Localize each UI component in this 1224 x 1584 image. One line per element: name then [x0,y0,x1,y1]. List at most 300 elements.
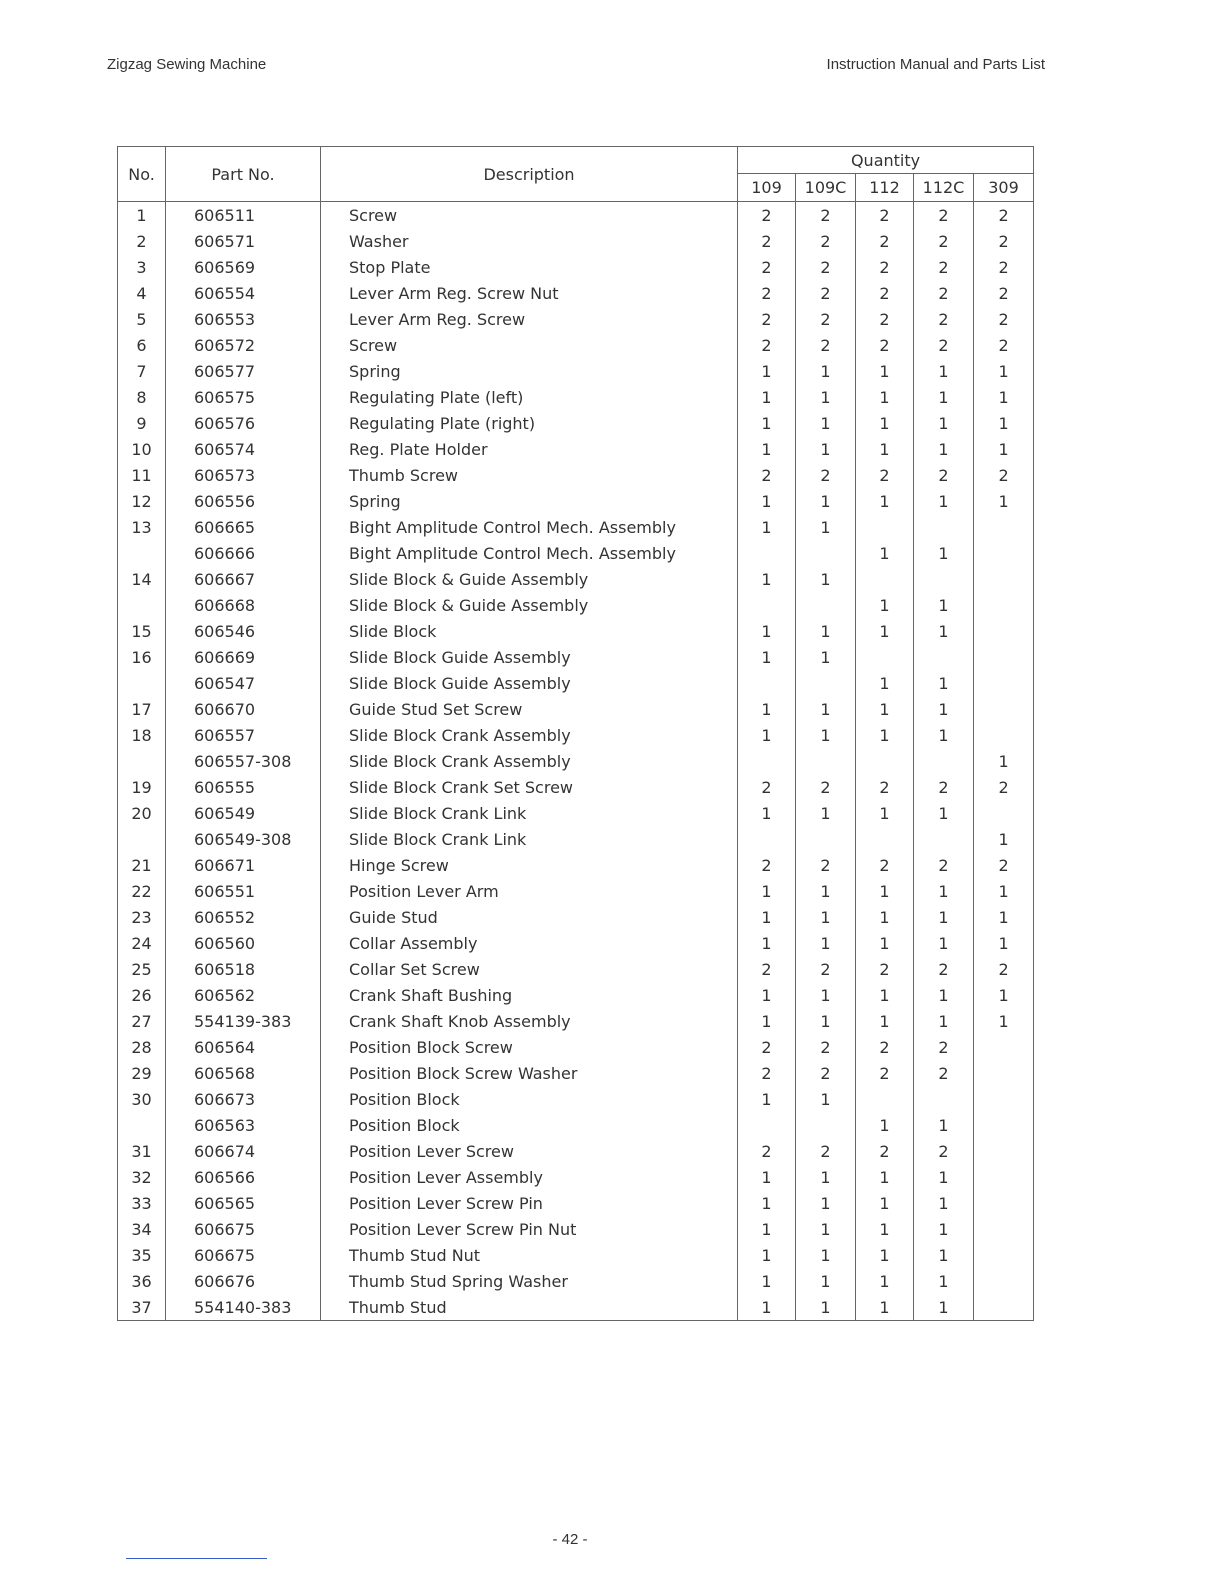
quantity-cell: 2 [856,462,914,488]
row-number: 24 [118,930,166,956]
quantity-cell: 1 [974,748,1034,774]
col-header-part-no: Part No. [166,147,321,202]
part-number: 606565 [166,1190,321,1216]
row-number: 11 [118,462,166,488]
part-description: Crank Shaft Bushing [321,982,738,1008]
quantity-cell [914,1086,974,1112]
part-description: Slide Block Crank Link [321,826,738,852]
quantity-cell: 2 [974,852,1034,878]
quantity-cell: 2 [914,228,974,254]
quantity-cell: 1 [796,644,856,670]
quantity-cell: 1 [914,488,974,514]
quantity-cell: 1 [796,1008,856,1034]
row-number: 5 [118,306,166,332]
quantity-cell: 1 [796,904,856,930]
row-number: 20 [118,800,166,826]
quantity-cell: 2 [856,228,914,254]
part-number: 606575 [166,384,321,410]
quantity-cell: 1 [914,1112,974,1138]
quantity-cell [914,644,974,670]
quantity-cell: 2 [796,1034,856,1060]
quantity-cell [796,826,856,852]
row-number: 22 [118,878,166,904]
quantity-cell: 1 [914,436,974,462]
quantity-cell: 1 [856,670,914,696]
row-number: 17 [118,696,166,722]
quantity-cell: 2 [856,202,914,229]
quantity-cell [856,826,914,852]
quantity-cell: 2 [914,774,974,800]
quantity-cell: 2 [796,254,856,280]
quantity-cell: 2 [796,332,856,358]
quantity-cell: 2 [856,774,914,800]
quantity-cell: 2 [974,280,1034,306]
quantity-cell: 1 [796,878,856,904]
table-row [118,1112,1034,1138]
quantity-cell: 1 [856,436,914,462]
quantity-cell: 1 [738,384,796,410]
quantity-cell [974,1086,1034,1112]
quantity-cell: 2 [796,774,856,800]
header-left-title: Zigzag Sewing Machine [107,56,267,73]
quantity-cell: 1 [856,1216,914,1242]
quantity-cell: 1 [974,436,1034,462]
part-description: Position Block Screw Washer [321,1060,738,1086]
part-description: Slide Block Guide Assembly [321,670,738,696]
row-number [118,670,166,696]
col-header-quantity: Quantity [738,147,1034,174]
part-number: 606668 [166,592,321,618]
footer-divider [126,1558,267,1559]
quantity-cell: 1 [856,722,914,748]
part-number: 606554 [166,280,321,306]
col-header-model: 112C [914,174,974,202]
part-number: 606557-308 [166,748,321,774]
part-number: 606571 [166,228,321,254]
row-number: 2 [118,228,166,254]
quantity-cell: 1 [738,644,796,670]
part-description: Position Lever Screw Pin Nut [321,1216,738,1242]
part-number: 606546 [166,618,321,644]
part-description: Position Block [321,1112,738,1138]
quantity-cell: 2 [796,1138,856,1164]
part-description: Lever Arm Reg. Screw [321,306,738,332]
quantity-cell: 1 [914,540,974,566]
row-number: 34 [118,1216,166,1242]
table-row [118,592,1034,618]
quantity-cell: 2 [738,1060,796,1086]
row-number: 32 [118,1164,166,1190]
quantity-cell: 2 [738,852,796,878]
part-number: 606573 [166,462,321,488]
part-number: 606576 [166,410,321,436]
part-description: Slide Block Crank Assembly [321,748,738,774]
part-number: 606675 [166,1242,321,1268]
part-number: 554139-383 [166,1008,321,1034]
part-description: Slide Block Guide Assembly [321,644,738,670]
quantity-cell: 1 [914,670,974,696]
quantity-cell: 1 [974,488,1034,514]
quantity-cell: 1 [738,800,796,826]
table-row [118,852,1034,878]
quantity-cell: 2 [974,202,1034,229]
quantity-cell: 1 [796,722,856,748]
col-header-no: No. [118,147,166,202]
row-number: 26 [118,982,166,1008]
part-number: 606669 [166,644,321,670]
quantity-cell: 1 [856,878,914,904]
part-description: Position Lever Screw [321,1138,738,1164]
table-row [118,202,1034,229]
part-description: Hinge Screw [321,852,738,878]
part-description: Slide Block Crank Set Screw [321,774,738,800]
quantity-cell: 2 [738,202,796,229]
quantity-cell: 1 [796,800,856,826]
quantity-cell: 2 [856,1138,914,1164]
part-description: Slide Block [321,618,738,644]
quantity-cell: 2 [914,280,974,306]
part-number: 606566 [166,1164,321,1190]
col-header-model: 109C [796,174,856,202]
quantity-cell: 2 [738,306,796,332]
quantity-cell: 1 [914,1268,974,1294]
quantity-cell: 1 [738,514,796,540]
part-description: Reg. Plate Holder [321,436,738,462]
part-description: Position Lever Assembly [321,1164,738,1190]
table-row [118,462,1034,488]
table-row [118,410,1034,436]
quantity-cell: 1 [856,904,914,930]
row-number: 37 [118,1294,166,1321]
part-number: 606555 [166,774,321,800]
quantity-cell: 2 [738,228,796,254]
table-row [118,696,1034,722]
quantity-cell: 1 [856,410,914,436]
part-number: 606675 [166,1216,321,1242]
quantity-cell: 2 [856,852,914,878]
quantity-cell: 1 [914,618,974,644]
part-number: 606563 [166,1112,321,1138]
quantity-cell: 2 [796,228,856,254]
quantity-cell: 1 [796,1268,856,1294]
quantity-cell: 2 [856,280,914,306]
row-number: 13 [118,514,166,540]
row-number: 28 [118,1034,166,1060]
quantity-cell: 2 [738,1034,796,1060]
quantity-cell [796,670,856,696]
table-row [118,540,1034,566]
table-row [118,1190,1034,1216]
quantity-cell [738,670,796,696]
quantity-cell: 1 [738,1190,796,1216]
part-description: Spring [321,488,738,514]
quantity-cell: 1 [856,1190,914,1216]
quantity-cell: 1 [914,982,974,1008]
quantity-cell: 2 [738,774,796,800]
quantity-cell: 2 [796,280,856,306]
quantity-cell: 2 [914,1034,974,1060]
quantity-cell: 2 [796,1060,856,1086]
row-number: 7 [118,358,166,384]
quantity-cell [914,566,974,592]
quantity-cell: 1 [856,930,914,956]
quantity-cell: 1 [914,904,974,930]
part-description: Position Lever Arm [321,878,738,904]
part-description: Bight Amplitude Control Mech. Assembly [321,540,738,566]
quantity-cell: 2 [856,254,914,280]
quantity-cell: 2 [914,852,974,878]
quantity-cell [738,1112,796,1138]
quantity-cell: 2 [856,1034,914,1060]
table-row [118,436,1034,462]
quantity-cell [974,1034,1034,1060]
part-number: 606552 [166,904,321,930]
quantity-cell: 1 [856,1164,914,1190]
part-description: Regulating Plate (right) [321,410,738,436]
quantity-cell: 1 [796,514,856,540]
quantity-cell: 1 [856,540,914,566]
quantity-cell [796,592,856,618]
quantity-cell [738,826,796,852]
quantity-cell: 1 [856,696,914,722]
quantity-cell: 1 [738,436,796,462]
quantity-cell: 1 [914,696,974,722]
quantity-cell [974,1060,1034,1086]
quantity-cell [974,514,1034,540]
quantity-cell: 2 [856,306,914,332]
table-row [118,982,1034,1008]
col-header-description: Description [321,147,738,202]
part-description: Regulating Plate (left) [321,384,738,410]
quantity-cell: 1 [856,488,914,514]
part-number: 606665 [166,514,321,540]
table-row [118,1086,1034,1112]
quantity-cell: 1 [796,358,856,384]
quantity-cell: 1 [738,488,796,514]
part-number: 606511 [166,202,321,229]
row-number: 16 [118,644,166,670]
quantity-cell: 1 [796,488,856,514]
table-row [118,384,1034,410]
quantity-cell [914,514,974,540]
row-number: 10 [118,436,166,462]
quantity-cell: 2 [796,852,856,878]
table-row [118,956,1034,982]
table-row [118,1164,1034,1190]
quantity-cell: 1 [914,384,974,410]
parts-table [117,146,1034,1321]
quantity-cell: 1 [974,1008,1034,1034]
table-row [118,1034,1034,1060]
quantity-cell: 1 [738,1268,796,1294]
row-number: 29 [118,1060,166,1086]
quantity-cell: 2 [914,1138,974,1164]
quantity-cell: 1 [914,1190,974,1216]
part-description: Crank Shaft Knob Assembly [321,1008,738,1034]
quantity-cell: 2 [914,202,974,229]
part-number: 554140-383 [166,1294,321,1321]
quantity-cell: 1 [914,1294,974,1321]
quantity-cell: 1 [914,878,974,904]
quantity-cell: 2 [914,306,974,332]
quantity-cell: 1 [914,592,974,618]
quantity-cell: 2 [796,462,856,488]
quantity-cell: 2 [856,1060,914,1086]
quantity-cell: 1 [796,566,856,592]
header-right-title: Instruction Manual and Parts List [826,56,1045,73]
quantity-cell [974,1242,1034,1268]
quantity-cell: 1 [974,384,1034,410]
part-number: 606676 [166,1268,321,1294]
table-row [118,930,1034,956]
quantity-cell: 1 [796,1164,856,1190]
row-number: 33 [118,1190,166,1216]
quantity-cell [974,1164,1034,1190]
quantity-cell: 2 [738,1138,796,1164]
quantity-cell: 1 [856,618,914,644]
quantity-cell: 1 [856,1112,914,1138]
part-description: Position Lever Screw Pin [321,1190,738,1216]
row-number: 21 [118,852,166,878]
quantity-cell: 1 [914,410,974,436]
quantity-cell: 2 [914,254,974,280]
row-number: 31 [118,1138,166,1164]
part-number: 606547 [166,670,321,696]
part-number: 606666 [166,540,321,566]
part-number: 606560 [166,930,321,956]
quantity-cell: 1 [796,1086,856,1112]
quantity-cell: 1 [738,410,796,436]
quantity-cell: 2 [738,280,796,306]
quantity-cell: 2 [974,956,1034,982]
quantity-cell [796,540,856,566]
quantity-cell: 1 [856,1294,914,1321]
part-description: Thumb Stud Spring Washer [321,1268,738,1294]
quantity-cell [974,1112,1034,1138]
quantity-cell [796,1112,856,1138]
row-number: 14 [118,566,166,592]
row-number: 23 [118,904,166,930]
table-row [118,1060,1034,1086]
quantity-cell [974,618,1034,644]
quantity-cell: 2 [856,956,914,982]
part-number: 606549 [166,800,321,826]
part-description: Position Block [321,1086,738,1112]
quantity-cell: 1 [856,592,914,618]
row-number: 8 [118,384,166,410]
quantity-cell: 1 [856,1268,914,1294]
quantity-cell: 1 [738,566,796,592]
quantity-cell [856,566,914,592]
quantity-cell: 1 [796,1190,856,1216]
quantity-cell [856,1086,914,1112]
quantity-cell [974,592,1034,618]
quantity-cell [974,722,1034,748]
quantity-cell [974,540,1034,566]
quantity-cell: 1 [738,1008,796,1034]
table-row [118,748,1034,774]
part-number: 606674 [166,1138,321,1164]
quantity-cell: 2 [856,332,914,358]
part-number: 606574 [166,436,321,462]
part-number: 606670 [166,696,321,722]
quantity-cell: 2 [738,254,796,280]
quantity-cell: 1 [974,410,1034,436]
quantity-cell: 1 [796,618,856,644]
quantity-cell: 2 [796,202,856,229]
part-number: 606557 [166,722,321,748]
table-row [118,1008,1034,1034]
quantity-cell: 1 [738,904,796,930]
row-number: 4 [118,280,166,306]
quantity-cell: 1 [796,1242,856,1268]
quantity-cell: 1 [796,410,856,436]
table-row [118,280,1034,306]
row-number: 1 [118,202,166,229]
quantity-cell: 2 [796,306,856,332]
quantity-cell [856,514,914,540]
part-number: 606549-308 [166,826,321,852]
part-description: Slide Block Crank Assembly [321,722,738,748]
table-row [118,878,1034,904]
quantity-cell [738,540,796,566]
row-number: 27 [118,1008,166,1034]
quantity-cell: 1 [914,1216,974,1242]
part-description: Thumb Stud [321,1294,738,1321]
quantity-cell [974,670,1034,696]
quantity-cell: 2 [796,956,856,982]
quantity-cell: 2 [914,1060,974,1086]
row-number: 30 [118,1086,166,1112]
part-description: Guide Stud [321,904,738,930]
part-number: 606572 [166,332,321,358]
quantity-cell: 1 [738,696,796,722]
quantity-cell [914,826,974,852]
quantity-cell [974,1268,1034,1294]
part-number: 606564 [166,1034,321,1060]
part-number: 606568 [166,1060,321,1086]
part-description: Slide Block & Guide Assembly [321,592,738,618]
table-row [118,1216,1034,1242]
row-number: 25 [118,956,166,982]
quantity-cell: 1 [856,1242,914,1268]
row-number: 12 [118,488,166,514]
table-row [118,826,1034,852]
row-number: 35 [118,1242,166,1268]
table-row [118,644,1034,670]
quantity-cell [974,566,1034,592]
quantity-cell: 1 [738,878,796,904]
part-description: Washer [321,228,738,254]
part-description: Collar Assembly [321,930,738,956]
row-number: 19 [118,774,166,800]
quantity-cell: 1 [914,800,974,826]
part-description: Collar Set Screw [321,956,738,982]
quantity-cell [974,1138,1034,1164]
table-row [118,1138,1034,1164]
quantity-cell: 1 [738,982,796,1008]
quantity-cell [974,1216,1034,1242]
quantity-cell: 2 [738,956,796,982]
table-row [118,904,1034,930]
row-number [118,540,166,566]
quantity-cell: 1 [974,904,1034,930]
row-number: 9 [118,410,166,436]
part-number: 606553 [166,306,321,332]
table-row [118,1242,1034,1268]
quantity-cell: 1 [914,722,974,748]
quantity-cell: 1 [738,1086,796,1112]
